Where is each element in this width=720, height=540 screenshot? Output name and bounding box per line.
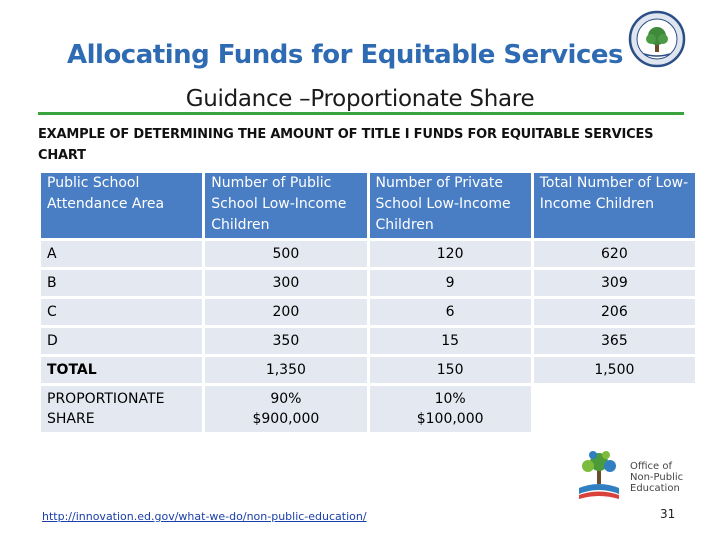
private-share-percent: 10% <box>434 391 466 407</box>
office-name-line: Education <box>630 483 680 494</box>
header-total-children: Total Number of Low-Income Children <box>534 173 695 238</box>
private-share-amount: $100,000 <box>416 411 484 427</box>
public-count: 200 <box>205 299 366 325</box>
header-attendance-area: Public School Attendance Area <box>41 173 202 238</box>
total-count: 365 <box>534 328 695 354</box>
slide-title: Allocating Funds for Equitable Services <box>67 40 623 70</box>
public-count: 500 <box>205 241 366 267</box>
total-count: 309 <box>534 270 695 296</box>
public-share-percent: 90% <box>270 391 302 407</box>
private-total: 150 <box>370 357 531 383</box>
office-logo-icon <box>576 448 622 502</box>
total-count: 620 <box>534 241 695 267</box>
table-row <box>41 270 695 296</box>
private-count: 9 <box>370 270 531 296</box>
table-row <box>41 241 695 267</box>
office-name-line: Office of <box>630 461 673 472</box>
public-count: 350 <box>205 328 366 354</box>
resource-link[interactable]: http://innovation.ed.gov/what-we-do/non-public-education/ <box>42 510 367 523</box>
chart-heading: EXAMPLE OF DETERMINING THE AMOUNT OF TITLE I FUNDS FOR EQUITABLE SERVICES CHART <box>38 127 654 163</box>
office-name <box>630 461 683 494</box>
header-public-children: Number of Public School Low-Income Children <box>205 173 366 238</box>
page-number: 31 <box>660 507 676 521</box>
private-count: 120 <box>370 241 531 267</box>
table-row <box>41 299 695 325</box>
public-total: 1,350 <box>205 357 366 383</box>
private-share <box>370 386 531 432</box>
private-count: 15 <box>370 328 531 354</box>
header-private-children: Number of Private School Low-Income Children <box>370 173 531 238</box>
public-share <box>205 386 366 432</box>
table-row <box>41 328 695 354</box>
row-label: A <box>41 241 202 267</box>
allocation-table <box>38 170 698 435</box>
row-label: B <box>41 270 202 296</box>
private-count: 6 <box>370 299 531 325</box>
row-label: D <box>41 328 202 354</box>
total-label: TOTAL <box>41 357 202 383</box>
grand-total: 1,500 <box>534 357 695 383</box>
proportionate-share-label: PROPORTIONATE SHARE <box>41 386 202 432</box>
total-row <box>41 357 695 383</box>
row-label: C <box>41 299 202 325</box>
office-name-line: Non-Public <box>630 472 684 483</box>
public-share-amount: $900,000 <box>252 411 320 427</box>
total-count: 206 <box>534 299 695 325</box>
department-seal-icon <box>628 10 686 68</box>
public-count: 300 <box>205 270 366 296</box>
empty-cell <box>534 386 695 432</box>
proportionate-share-row <box>41 386 695 432</box>
divider-rule <box>38 112 684 115</box>
slide-subtitle: Guidance –Proportionate Share <box>185 86 535 112</box>
